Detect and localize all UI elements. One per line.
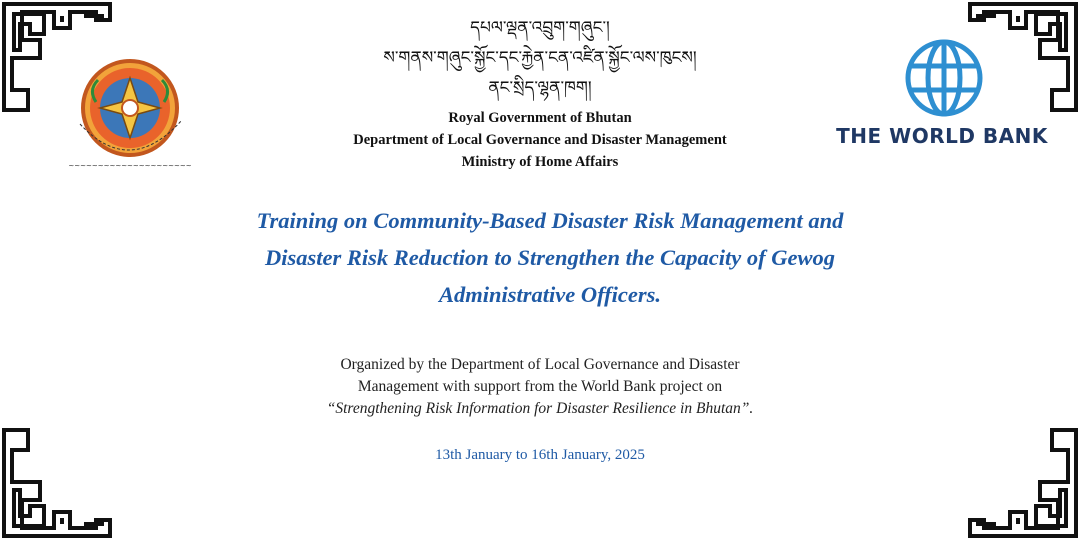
event-dates: 13th January to 16th January, 2025 (435, 447, 645, 463)
title-line-3: Administrative Officers. (438, 282, 662, 307)
project-name: “Strengthening Risk Information for Disaster Resilience in Bhutan”. (326, 400, 754, 417)
tibetan-line-3: ནང་སྲིད་ལྷན་ཁག། (488, 78, 592, 98)
svg-text:~~~~~~~~~~~~~~~~~~~~~: ~~~~~~~~~~~~~~~~~~~~~ (68, 162, 192, 170)
corner-ornament-bottom-left (0, 420, 120, 540)
title-line-1: Training on Community-Based Disaster Risk Management and (256, 208, 844, 233)
corner-ornament-bottom-right (960, 420, 1080, 540)
title-line-2: Disaster Risk Reduction to Strengthen the Capacity of Gewog (264, 245, 836, 270)
tibetan-line-2: ས་གནས་གཞུང་སྐྱོང་དང་རྐྱེན་ངན་འཛིན་སྐྱོང་ལས་ཁུངས། (383, 48, 697, 68)
organized-by-text (240, 354, 840, 420)
org-government: Royal Government of Bhutan (448, 110, 632, 126)
training-title (190, 202, 910, 313)
tibetan-line-1: དཔལ་ལྡན་འབྲུག་གཞུང་། (470, 18, 610, 38)
org-ministry: Ministry of Home Affairs (461, 154, 619, 170)
org-department: Department of Local Governance and Disaster Management (353, 132, 727, 148)
organized-line-1: Organized by the Department of Local Governance and Disaster (340, 356, 740, 373)
world-bank-wordmark: THE WORLD BANK (836, 124, 1048, 148)
organized-line-2: Management with support from the World Bank project on (357, 378, 723, 395)
